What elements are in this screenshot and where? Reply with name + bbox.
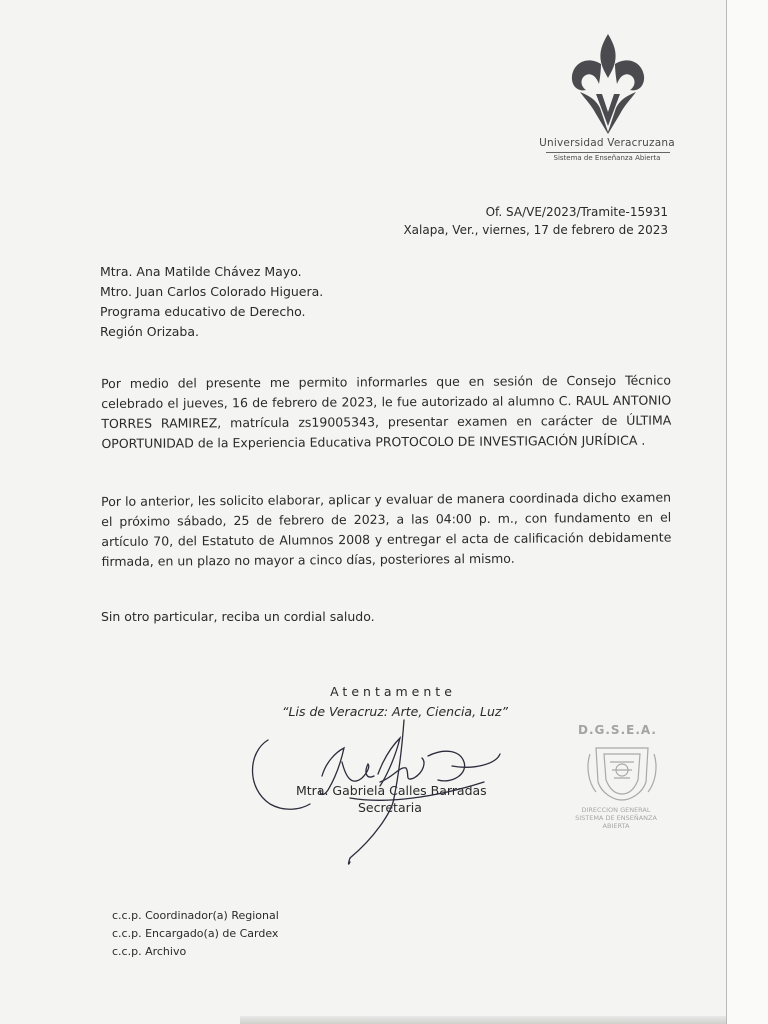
signer-name: Mtra. Gabriela Calles Barradas [296,783,487,798]
letterhead-divider [546,152,670,153]
institution-motto: “Lis de Veracruz: Arte, Ciencia, Luz” [282,704,508,719]
page-bottom-shadow [240,1016,726,1024]
signer-title: Secretaria [358,800,422,815]
stamp-text-line: SISTEMA DE ENSEÑANZA [575,814,657,822]
university-flower-logo-icon [566,34,650,134]
carbon-copy-list [112,907,279,961]
stamp-text [556,806,676,830]
addressee-block [100,262,323,342]
cc-line: c.c.p. Archivo [112,945,187,958]
body-paragraph-2: Por lo anterior, les solicito elaborar, aplicar y evaluar de manera coordinada dicho examen el próximo sábado, 25 de febrero de 2023, a las 04:00 p. m., con fundamento en el artículo 70, del Estatuto de Alumnos 2008 y entregar el acta de calificación debidamente firmada, en un plazo no mayor a cinco días, posteriores al mismo. [101,489,672,569]
page-margin [727,0,768,1024]
place-and-date: Xalapa, Ver., viernes, 17 de febrero de 2023 [403,223,668,237]
stamp-text-line: DIRECCION GENERAL [581,806,651,814]
body-paragraph-1: Por medio del presente me permito informarles que en sesión de Consejo Técnico celebrado el jueves, 16 de febrero de 2023, le fue autorizado al alumno C. RAUL ANTONIO TORRES RAMIREZ, matrícula zs19005343, presentar examen en carácter de ÚLTIMA OPORTUNIDAD de la Experiencia Educativa PROTOCOLO DE INVESTIGACIÓN JURÍDICA . [101,372,672,451]
addressee-line: Programa educativo de Derecho. [100,304,306,319]
cc-line: c.c.p. Coordinador(a) Regional [112,909,279,922]
handwritten-signature [244,718,504,868]
page-edge [726,0,727,1024]
addressee-line: Mtro. Juan Carlos Colorado Higuera. [100,284,324,299]
body-paragraph-3: Sin otro particular, reciba un cordial saludo. [101,609,375,624]
stamp-title: D.G.S.E.A. [578,723,657,737]
institution-name: Universidad Veracruzana [539,137,675,149]
addressee-line: Mtra. Ana Matilde Chávez Mayo. [100,264,302,279]
addressee-line: Región Orizaba. [100,324,200,339]
stamp-crest-icon [582,742,662,802]
department-name: Sistema de Enseñanza Abierta [553,154,661,162]
stamp-text-line: ABIERTA [602,822,630,830]
closing-salutation: Atentamente [330,684,456,699]
reference-number: Of. SA/VE/2023/Tramite-15931 [485,205,668,219]
cc-line: c.c.p. Encargado(a) de Cardex [112,927,279,940]
